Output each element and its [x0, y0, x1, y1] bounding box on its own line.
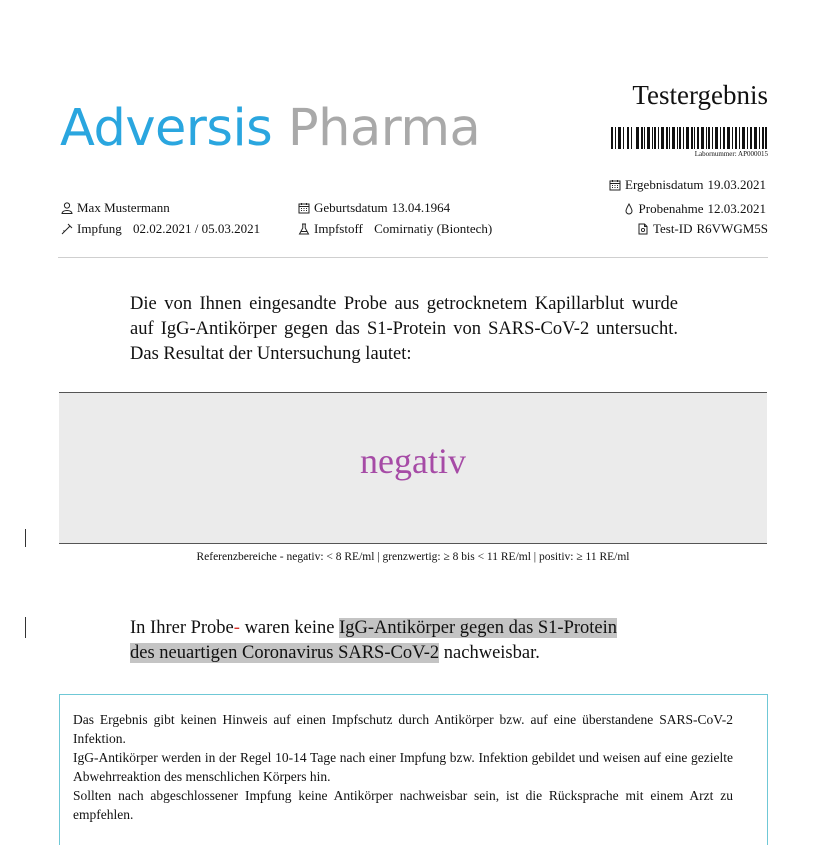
outcome-dash: - — [233, 618, 240, 638]
text-cursor — [25, 529, 26, 547]
vaccine-label: Impfstoff — [314, 221, 363, 236]
sample-date-label: Probenahme — [638, 201, 704, 216]
calendar-icon — [609, 179, 621, 191]
vaccination-row — [61, 221, 260, 237]
vaccination-dates: 02.02.2021 / 05.03.2021 — [133, 221, 261, 236]
barcode-icon — [611, 127, 767, 149]
info-line-3: Sollten nach abgeschlossener Impfung keine Antikörper nachweisbar sein, ist die Rücksprache mit einem Arzt zu empfehlen. — [73, 788, 733, 822]
outcome-line-1 — [130, 616, 617, 641]
syringe-icon — [61, 223, 73, 235]
document-icon — [637, 223, 649, 235]
outcome-text-middle: waren keine — [244, 618, 335, 638]
brand-logo — [60, 99, 481, 158]
intro-paragraph: Die von Ihnen eingesandte Probe aus getrocknetem Kapillarblut wurde auf IgG-Antikörper gegen das S1-Protein von SARS-CoV-2 untersucht. Das Resultat der Untersuchung lautet: — [130, 294, 678, 364]
vaccine-value: Comirnatiy (Biontech) — [374, 221, 493, 236]
birthdate-row — [298, 200, 450, 216]
birthdate-value: 13.04.1964 — [391, 200, 451, 215]
outcome-text-end: nachweisbar. — [443, 643, 540, 663]
result-date-label: Ergebnisdatum — [625, 177, 704, 192]
vaccination-label: Impfung — [77, 221, 122, 236]
sample-date-row — [623, 201, 766, 217]
info-line-2: IgG-Antikörper werden in der Regel 10-14 Tage nach einer Impfung bzw. Infektion gebildet und weisen auf eine gezielte Abwehrreaktion des menschlichen Körpers hin. — [73, 750, 733, 784]
outcome-text-start: In Ihrer Probe — [130, 618, 234, 638]
info-line-1: Das Ergebnis gibt keinen Hinweis auf einen Impfschutz durch Antikörper bzw. auf eine überstandene SARS-CoV-2 Infektion. — [73, 712, 733, 746]
outcome-line-2 — [130, 641, 617, 666]
highlighted-phrase-2: des neuartigen Coronavirus SARS-CoV-2 — [130, 643, 440, 663]
test-result: negativ — [360, 441, 466, 481]
brand-name-part2: Pharma — [287, 99, 481, 158]
info-text — [73, 710, 733, 824]
patient-name: Max Mustermann — [77, 200, 170, 215]
blood-drop-icon — [623, 203, 635, 215]
brand-name-part1: Adversis — [60, 99, 273, 158]
highlighted-phrase-1: IgG-Antikörper gegen das S1-Protein — [339, 618, 618, 638]
flask-icon — [298, 223, 310, 235]
outcome-sentence — [130, 616, 617, 666]
sample-date-value: 12.03.2021 — [707, 201, 766, 216]
document-title: Testergebnis — [632, 80, 768, 110]
text-cursor — [25, 617, 26, 638]
calendar-icon — [298, 202, 310, 214]
patient-name-row — [61, 200, 170, 216]
result-date-row — [609, 177, 766, 193]
vaccine-row — [298, 221, 492, 237]
test-id-row — [637, 221, 768, 237]
result-date-value: 19.03.2021 — [707, 177, 766, 192]
lab-number: Labornummer: AP000015 — [694, 150, 768, 158]
test-id-value: R6VWGM5S — [696, 221, 768, 236]
test-id-label: Test-ID — [652, 221, 693, 236]
reference-ranges: Referenzbereiche - negativ: < 8 RE/ml | grenzwertig: ≥ 8 bis < 11 RE/ml | positiv: ≥ 11 RE/ml — [196, 551, 630, 563]
birthdate-label: Geburtsdatum — [314, 200, 388, 215]
person-icon — [61, 202, 73, 214]
header-divider — [58, 257, 768, 258]
